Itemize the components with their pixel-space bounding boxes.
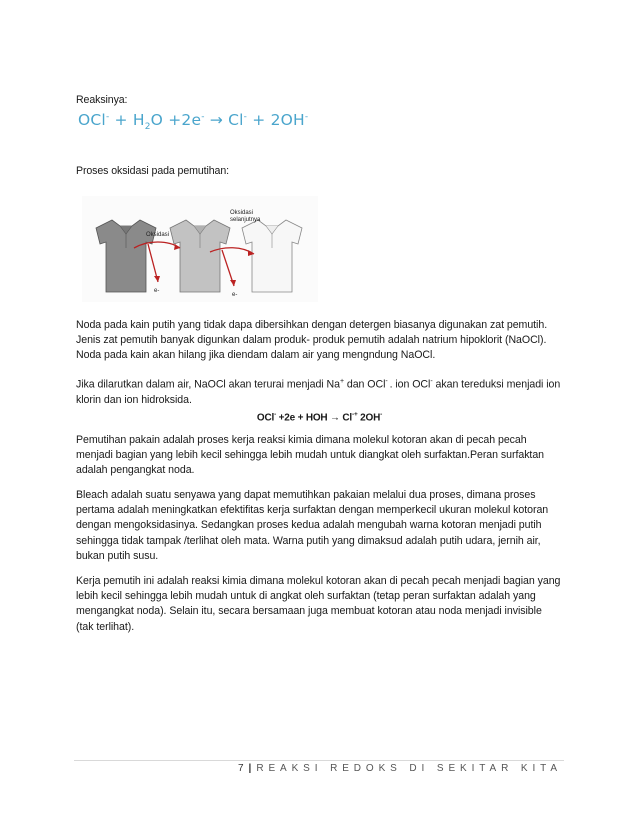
paragraph-line: Jenis zat pemutih banyak digunkan dalam produk- produk pemutih adalah natrium hipoklorit (NaOCl). — [76, 334, 547, 347]
label-electron-2: e- — [232, 292, 238, 298]
reaction-equation-image: $OCl^- + H_2O +2e^- \to Cl^- + 2OH^-$ — [78, 111, 309, 133]
label-oksidasi-selanjutnya-1: Oksidasi — [230, 210, 254, 216]
paragraph-line: klorin dan ion hidroksida. — [76, 393, 192, 406]
paragraph-line: mengangkat noda). Selain itu, secara bersamaan juga membuat kotoran atau noda menjadi invisible — [76, 605, 542, 618]
bleaching-figure — [82, 196, 318, 302]
paragraph-line: Noda pada kain akan hilang jika diendam dalam air yang mengndung NaOCl. — [76, 349, 436, 362]
white-shirt — [242, 220, 302, 292]
paragraph-line: (tak terlihat). — [76, 620, 135, 633]
paragraph-line: dengan mengoksidasinya. Sedangkan proses kedua adalah mengubah warna kotoran menjadi putih — [76, 519, 542, 532]
label-oksidasi-selanjutnya-2: selanjutnya — [230, 217, 261, 223]
oxidation-heading: Proses oksidasi pada pemutihan: — [76, 165, 229, 177]
paragraph-1 — [76, 318, 563, 364]
paragraph-line: Kerja pemutih ini adalah reaksi kimia dimana molekul kotoran akan di pecah pecah menjadi bagian yang — [76, 575, 561, 587]
decomposition-equation: OCl- +2e + HOH → Cl-+ 2OH- — [256, 411, 383, 424]
label-electron-1: e- — [154, 288, 160, 294]
paragraph-line: sehingga tidak tampak /terlihat oleh mata. Warna putih yang dimaksud adalah putih udara, jernih air, — [76, 534, 541, 547]
footer-separator: | — [248, 763, 252, 774]
paragraph-line: Jika dilarutkan dalam air, NaOCl akan terurai menjadi Na+ dan OCl- . ion OCl- akan tereduksi menjadi ion — [76, 378, 561, 391]
paragraph-line: menjadi bagian yang lebih kecil sehingga lebih mudah untuk diangkat oleh surfaktan.Peran surfaktan — [76, 449, 545, 462]
paragraph-3 — [76, 433, 563, 479]
running-title: REAKSI REDOKS DI SEKITAR KITA — [256, 763, 562, 774]
paragraph-line: Bleach adalah suatu senyawa yang dapat memutihkan pakaian melalui dua proses, dimana proses — [76, 489, 536, 501]
grey-shirt — [170, 220, 230, 292]
shirts-illustration — [82, 196, 318, 302]
paragraph-line: pertama adalah meningkatkan efektifitas kerja surfaktan dengan memperkecil ukuran molekul kotoran — [76, 504, 549, 517]
label-oksidasi: Oksidasi — [146, 232, 170, 238]
paragraph-line: Noda pada kain putih yang tidak dapa dibersihkan dengan detergen biasanya digunakan zat pemutih. — [76, 319, 548, 331]
paragraph-2 — [76, 374, 563, 408]
page-number: 7 — [237, 763, 244, 774]
dark-shirt — [96, 220, 156, 292]
paragraph-5 — [76, 574, 563, 635]
paragraph-line: lebih kecil sehingga lebih mudah untuk di angkat oleh surfaktan (tetap peran surfaktan adalah yang — [76, 590, 536, 603]
reaction-heading: Reaksinya: — [76, 94, 128, 106]
paragraph-line: Pemutihan pakain adalah proses kerja reaksi kimia dimana molekul kotoran akan di pecah pecah — [76, 434, 527, 446]
page-footer — [238, 763, 562, 774]
footer-divider — [74, 760, 564, 761]
paragraph-4 — [76, 488, 563, 564]
paragraph-line: bukan putih susu. — [76, 549, 159, 562]
paragraph-line: adalah pengangkat noda. — [76, 464, 195, 477]
